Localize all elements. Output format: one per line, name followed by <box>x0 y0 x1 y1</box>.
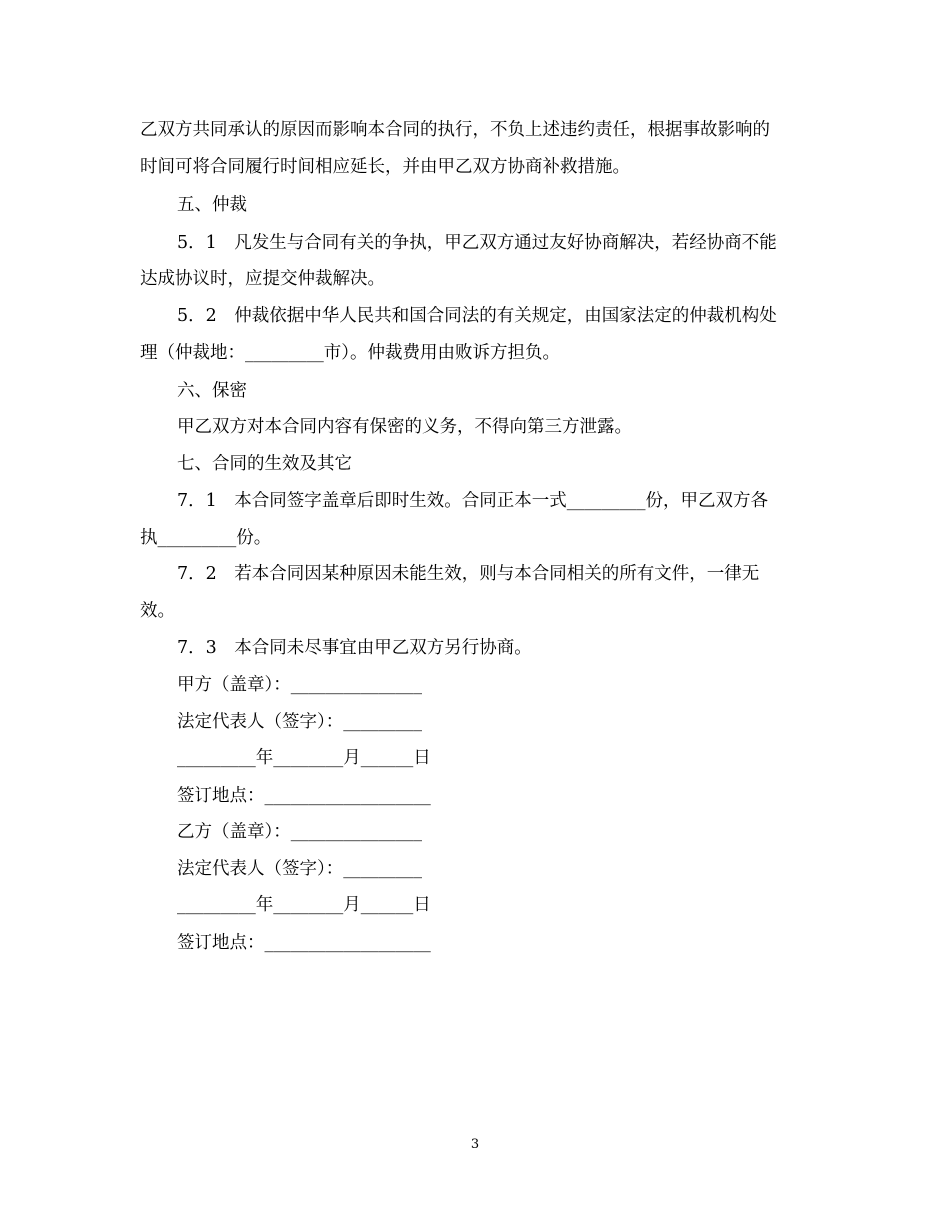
body-text-line: 效。 <box>140 601 175 621</box>
clause-7-3: 7．3 本合同未尽事宜由甲乙双方另行协商。 <box>177 638 532 658</box>
party-a-representative-field: 法定代表人（签字）：_________ <box>177 712 422 732</box>
party-a-date-field: _________年________月______日 <box>177 748 431 768</box>
party-b-representative-field: 法定代表人（签字）：_________ <box>177 859 422 879</box>
body-text-line: 甲乙双方对本合同内容有保密的义务，不得向第三方泄露。 <box>177 417 632 437</box>
page-number: 3 <box>470 1137 480 1152</box>
body-text-line: 达成协议时，应提交仲裁解决。 <box>140 269 385 289</box>
clause-7-1: 7．1 本合同签字盖章后即时生效。合同正本一式_________份，甲乙双方各 <box>177 491 769 511</box>
body-text-line: 时间可将合同履行时间相应延长，并由甲乙双方协商补救措施。 <box>140 157 630 177</box>
party-b-location-field: 签订地点：___________________ <box>177 933 431 953</box>
clause-7-2: 7．2 若本合同因某种原因未能生效，则与本合同相关的所有文件，一律无 <box>177 564 760 584</box>
party-b-date-field: _________年________月______日 <box>177 895 431 915</box>
body-text-line: 执_________份。 <box>140 528 272 548</box>
party-a-seal-field: 甲方（盖章）：_______________ <box>177 675 422 695</box>
body-text-line: 乙双方共同承认的原因而影响本合同的执行，不负上述违约责任，根据事故影响的 <box>140 120 770 140</box>
party-a-location-field: 签订地点：___________________ <box>177 786 431 806</box>
section-heading-confidentiality: 六、保密 <box>177 381 247 401</box>
body-text-line: 理（仲裁地：_________市）。仲裁费用由败诉方担负。 <box>140 343 560 363</box>
section-heading-arbitration: 五、仲裁 <box>177 195 247 215</box>
party-b-seal-field: 乙方（盖章）：_______________ <box>177 822 422 842</box>
section-heading-effectiveness: 七、合同的生效及其它 <box>177 454 352 474</box>
clause-5-2: 5．2 仲裁依据中华人民共和国合同法的有关规定，由国家法定的仲裁机构处 <box>177 306 777 326</box>
clause-5-1: 5．1 凡发生与合同有关的争执，甲乙双方通过友好协商解决，若经协商不能 <box>177 233 777 253</box>
